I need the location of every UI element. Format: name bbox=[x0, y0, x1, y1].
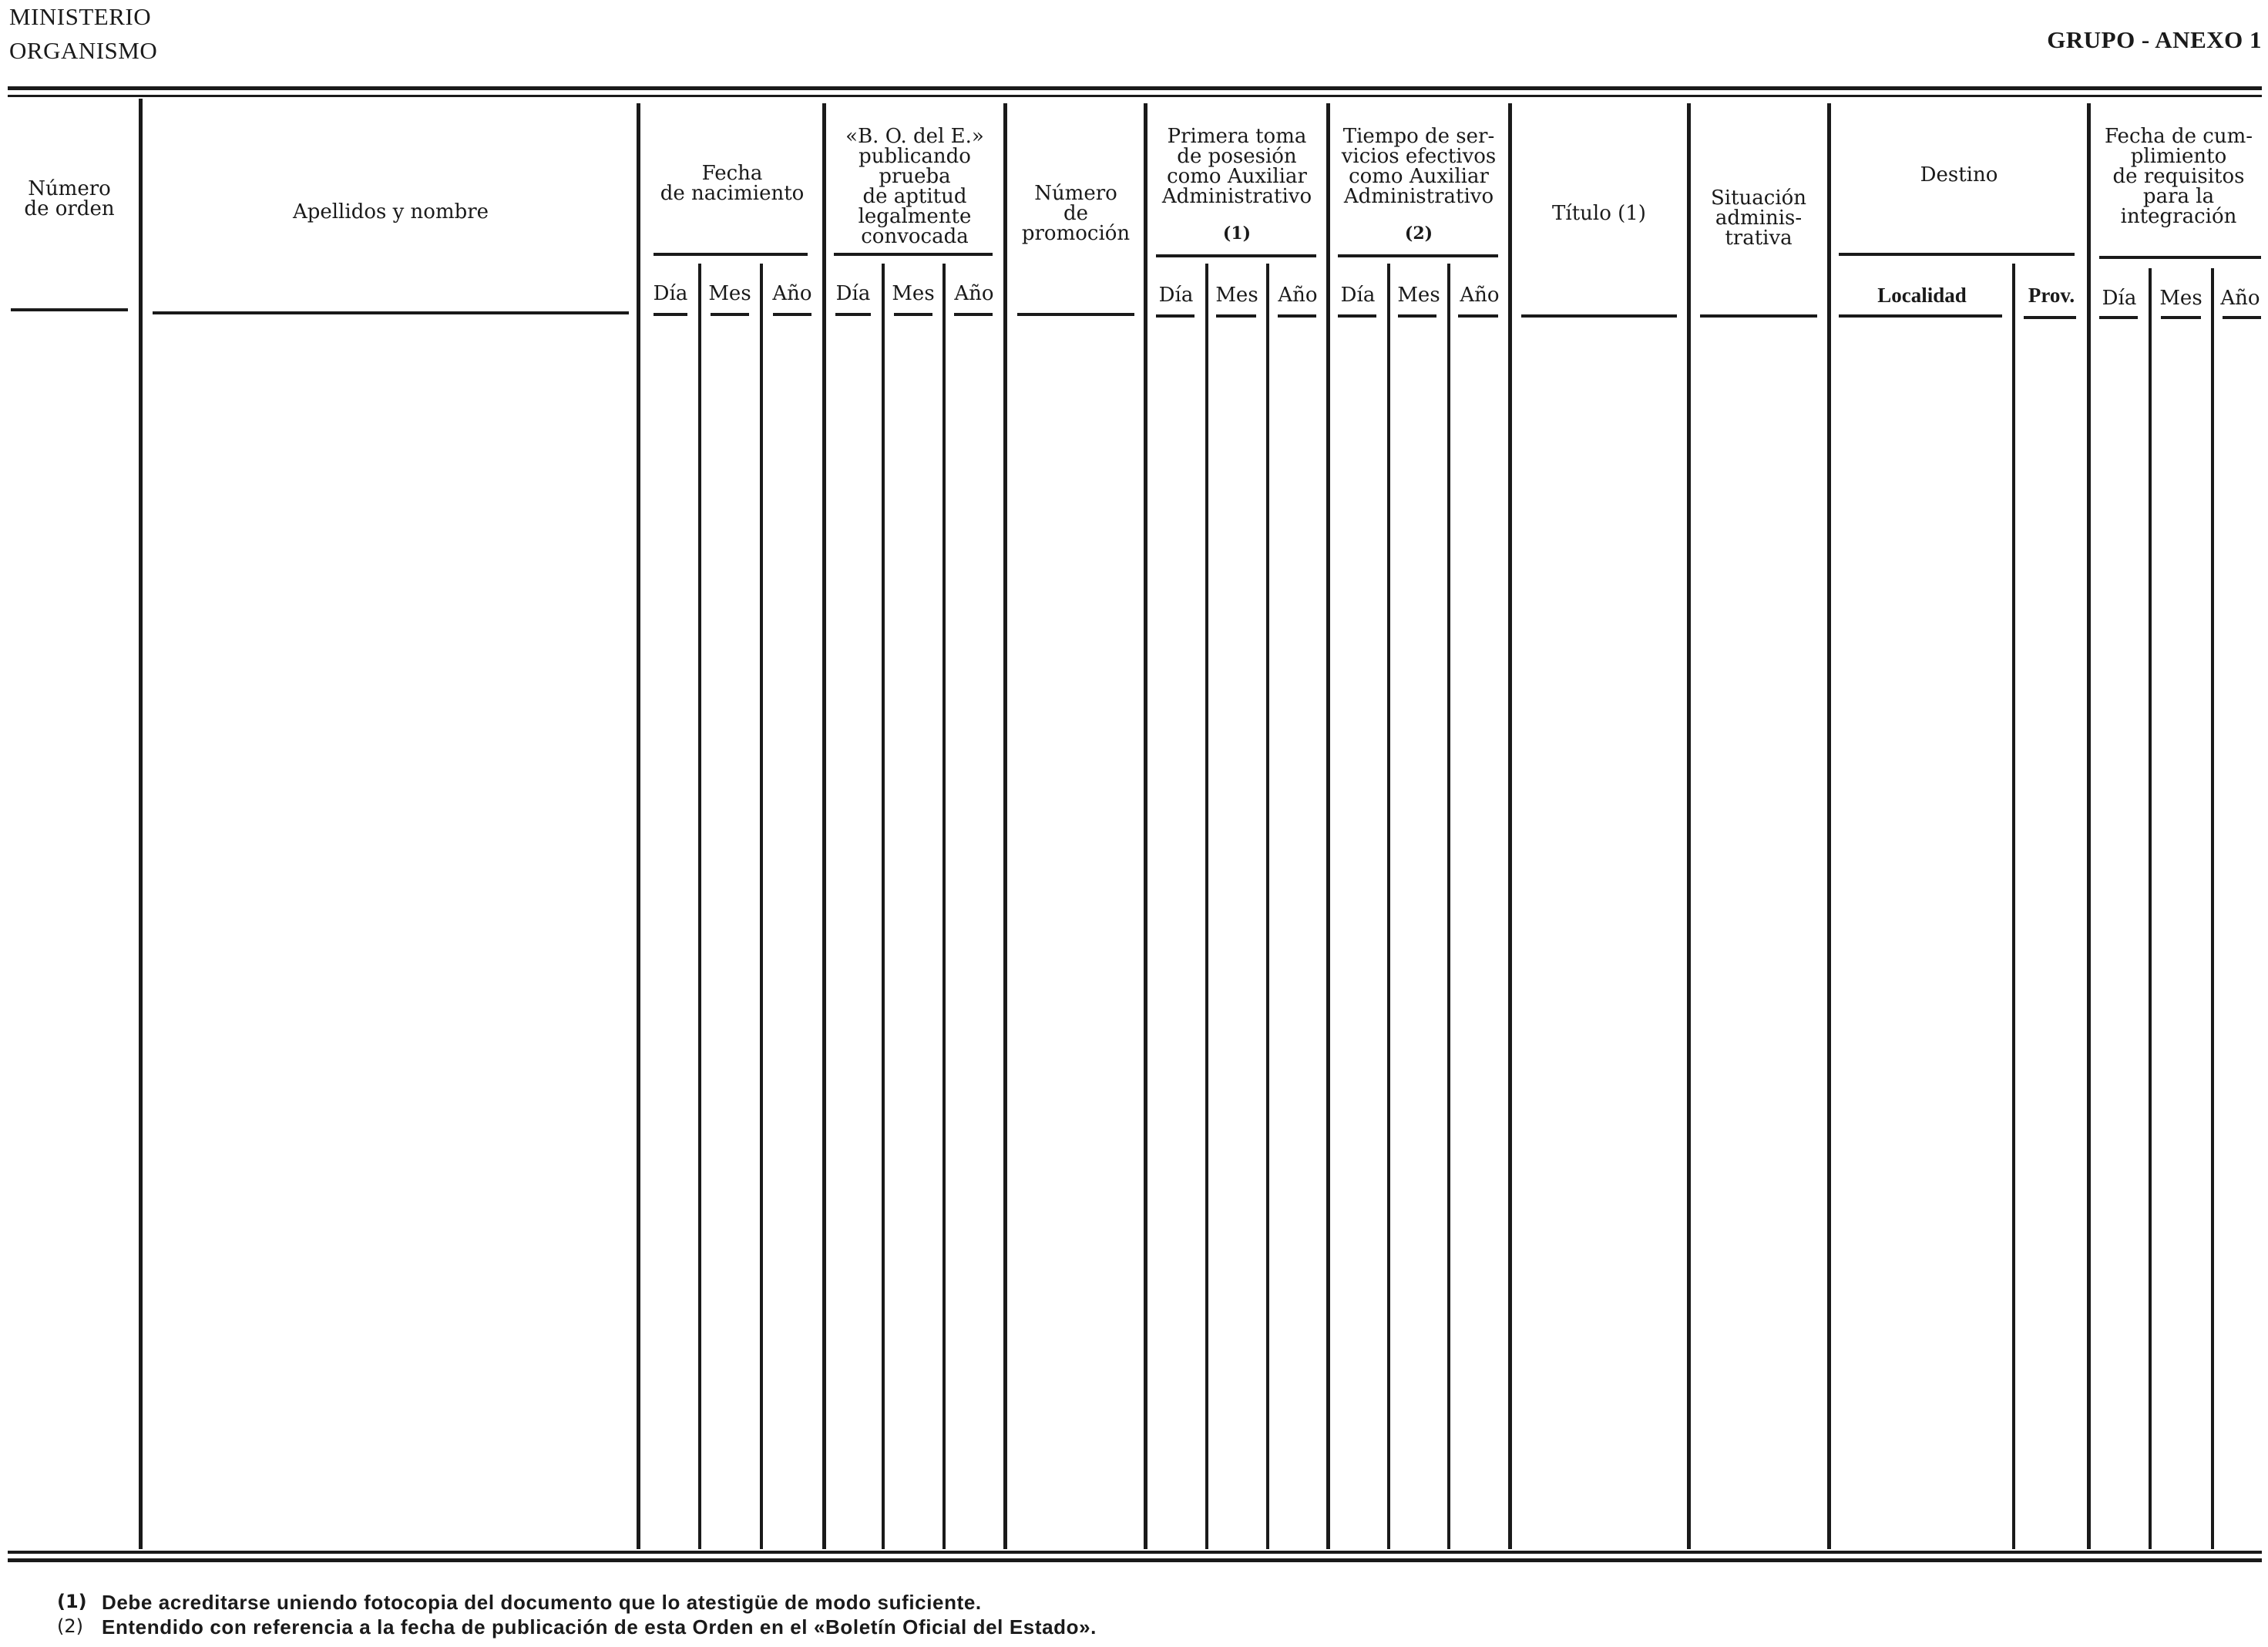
subheader-dia: Día bbox=[653, 282, 688, 305]
subheader-mes: Mes bbox=[2159, 287, 2202, 310]
subheader-ano: Año bbox=[954, 282, 994, 305]
subcol-divider bbox=[1205, 264, 1208, 1549]
header-titulo: Título (1) bbox=[1552, 202, 1646, 225]
header-underline bbox=[654, 313, 687, 316]
ministry-label bbox=[9, 0, 157, 68]
subheader-mes: Mes bbox=[892, 282, 935, 305]
group-underline bbox=[1156, 254, 1316, 257]
subheader-dia: Día bbox=[2102, 287, 2137, 310]
header-underline bbox=[1278, 314, 1316, 318]
subheader-dia: Día bbox=[1158, 284, 1194, 307]
header-underline bbox=[2161, 316, 2201, 319]
subheader-mes: Mes bbox=[708, 282, 751, 305]
header-fecha-cumplimiento: Fecha de cum- plimiento de requisitos para la integración bbox=[2104, 125, 2253, 228]
subheader-dia: Día bbox=[835, 282, 871, 305]
col-divider bbox=[139, 99, 143, 1549]
primera-toma-note: (1) bbox=[1222, 224, 1252, 244]
header-underline bbox=[1521, 314, 1677, 318]
subcol-divider bbox=[1447, 264, 1450, 1549]
col-divider bbox=[1326, 103, 1330, 1549]
header-underline bbox=[711, 313, 749, 316]
col-divider bbox=[1827, 103, 1831, 1549]
subcol-divider bbox=[1387, 264, 1390, 1549]
header-boe: «B. O. del E.» publicando prueba de aptitud legalmente convocada bbox=[845, 125, 984, 248]
subheader-localidad: Localidad bbox=[1877, 284, 1967, 307]
group-annex-label: GRUPO - ANEXO 1 bbox=[2047, 26, 2262, 53]
header-primera-toma: Primera toma de posesión como Auxiliar Administrativo bbox=[1161, 125, 1312, 208]
col-divider bbox=[1687, 103, 1691, 1549]
subcol-divider bbox=[2211, 268, 2214, 1549]
subheader-ano: Año bbox=[1278, 284, 1318, 307]
subcol-divider bbox=[2012, 264, 2015, 1549]
footnote-2-mark: (2) bbox=[57, 1615, 83, 1637]
header-underline bbox=[1216, 314, 1256, 318]
group-underline bbox=[834, 253, 993, 256]
subcol-divider bbox=[1266, 264, 1269, 1549]
header-underline bbox=[2024, 316, 2076, 319]
col-divider bbox=[1003, 103, 1007, 1549]
subcol-divider bbox=[698, 264, 701, 1549]
header-numero-orden: Número de orden bbox=[24, 177, 115, 220]
col-divider bbox=[822, 103, 826, 1549]
col-divider bbox=[637, 103, 640, 1549]
header-destino: Destino bbox=[1920, 163, 1998, 187]
group-underline bbox=[654, 253, 808, 256]
header-situacion-administrativa: Situación adminis- trativa bbox=[1710, 187, 1807, 250]
subheader-ano: Año bbox=[772, 282, 812, 305]
subcol-divider bbox=[942, 264, 946, 1549]
subheader-dia: Día bbox=[1340, 284, 1376, 307]
subcol-divider bbox=[760, 264, 763, 1549]
footnote-1: Debe acreditarse uniendo fotocopia del documento que lo atestigüe de modo suficiente. bbox=[102, 1591, 982, 1614]
header-underline bbox=[894, 313, 932, 316]
header-underline bbox=[2223, 316, 2261, 319]
subheader-mes: Mes bbox=[1215, 284, 1258, 307]
ministerio-text: MINISTERIO bbox=[9, 3, 152, 30]
col-divider bbox=[1144, 103, 1147, 1549]
subheader-ano: Año bbox=[2220, 287, 2260, 310]
subcol-divider bbox=[2149, 268, 2152, 1549]
header-underline bbox=[1156, 314, 1194, 318]
header-numero-promocion: Número de promoción bbox=[1021, 182, 1131, 245]
header-underline bbox=[1839, 314, 2002, 318]
header-underline bbox=[835, 313, 871, 316]
bottom-rule-2 bbox=[8, 1558, 2262, 1562]
header-underline bbox=[954, 313, 993, 316]
subheader-prov: Prov. bbox=[2028, 284, 2075, 307]
header-underline bbox=[773, 313, 811, 316]
group-underline bbox=[1338, 254, 1498, 257]
footnote-2: Entendido con referencia a la fecha de publicación de esta Orden en el «Boletín Oficial del Estado». bbox=[102, 1615, 1097, 1639]
subheader-mes: Mes bbox=[1397, 284, 1440, 307]
group-underline bbox=[2099, 256, 2261, 259]
top-rule-2 bbox=[8, 95, 2262, 97]
header-underline bbox=[11, 308, 128, 311]
top-rule-1 bbox=[8, 86, 2262, 90]
bottom-rule-1 bbox=[8, 1551, 2262, 1554]
col-divider bbox=[1508, 103, 1512, 1549]
header-underline bbox=[1338, 314, 1376, 318]
subcol-divider bbox=[882, 264, 885, 1549]
header-fecha-nacimiento: Fecha de nacimiento bbox=[660, 162, 805, 205]
tiempo-servicios-note: (2) bbox=[1404, 224, 1433, 244]
group-underline bbox=[1839, 253, 2075, 256]
header-underline bbox=[153, 311, 629, 314]
header-tiempo-servicios: Tiempo de ser- vicios efectivos como Auxiliar Administrativo bbox=[1341, 125, 1497, 208]
header-underline bbox=[1017, 313, 1134, 316]
subheader-ano: Año bbox=[1460, 284, 1500, 307]
footnote-1-mark: (1) bbox=[57, 1591, 87, 1612]
organismo-text: ORGANISMO bbox=[9, 37, 158, 64]
header-apellidos-nombre: Apellidos y nombre bbox=[292, 200, 489, 224]
header-underline bbox=[1458, 314, 1498, 318]
header-underline bbox=[1700, 314, 1817, 318]
col-divider bbox=[2087, 103, 2091, 1549]
header-underline bbox=[1398, 314, 1436, 318]
header-underline bbox=[2099, 316, 2138, 319]
